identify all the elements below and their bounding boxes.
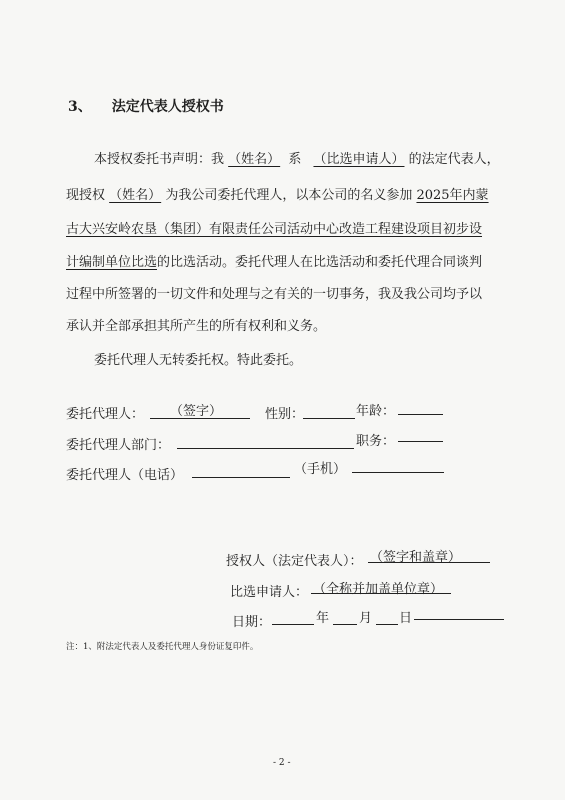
- agent-sign-line: [150, 418, 250, 419]
- trailing-line: [414, 619, 504, 620]
- page-number: - 2 -: [273, 758, 291, 768]
- day-line: [376, 624, 398, 625]
- gender-label: 性别：: [265, 407, 305, 422]
- position-line: [398, 441, 443, 442]
- agent-label: 委托代理人：: [66, 407, 145, 422]
- name-placeholder: （姓名）: [228, 152, 281, 167]
- declaration-text: 现授权: [66, 188, 106, 203]
- section-number: 3、: [68, 99, 92, 115]
- declaration-line-1: [94, 148, 500, 167]
- year-label: 年: [316, 611, 330, 626]
- name-placeholder: （姓名）: [109, 188, 162, 203]
- mobile-label: （手机）: [294, 462, 347, 477]
- applicant-label: 比选申请人：: [230, 585, 309, 600]
- agent-sign-placeholder: （签字）: [170, 404, 223, 419]
- declaration-line-5: 过程中所签署的一切文件和处理与之有关的一切事务，我及我公司均予以: [66, 287, 483, 302]
- gender-line: [303, 418, 355, 419]
- declaration-line-4: [66, 251, 482, 270]
- year-line: [272, 624, 314, 625]
- dept-line: [177, 448, 354, 449]
- project-name: 古大兴安岭农垦（集团）有限责任公司活动中心改造工程建设项目初步设: [66, 222, 483, 237]
- declaration-text: 的法定代表人，: [408, 152, 500, 167]
- date-label: 日期：: [232, 615, 272, 630]
- phone-line: [192, 477, 290, 478]
- declaration-text: 为我公司委托代理人，以本公司的名义参加: [165, 188, 413, 203]
- phone-label: 委托代理人（电话）: [66, 468, 184, 483]
- age-line: [398, 414, 443, 415]
- declaration-line-6: 承认并全部承担其所产生的所有权利和义务。: [66, 319, 327, 334]
- authorizer-label: 授权人（法定代表人）：: [226, 554, 363, 569]
- agent-row: [66, 403, 144, 422]
- age-label: 年龄：: [356, 404, 396, 419]
- day-label: 日: [399, 611, 413, 626]
- applicant-placeholder: （比选申请人）: [313, 152, 405, 167]
- declaration-text: 系: [288, 152, 302, 167]
- month-label: 月: [359, 611, 373, 626]
- applicant-line: [311, 593, 451, 594]
- project-name: 2025年内蒙: [416, 188, 489, 203]
- declaration-text: 本授权委托书声明：我: [94, 152, 225, 167]
- authorizer-line: [368, 562, 490, 563]
- declaration-line-7: 委托代理人无转委托权。特此委托。: [94, 353, 303, 368]
- footnote: 注：1、附法定代表人及委托代理人身份证复印件。: [66, 642, 259, 652]
- declaration-line-2: [66, 184, 489, 203]
- section-title-text: 法定代表人授权书: [111, 99, 224, 115]
- month-line: [333, 624, 357, 625]
- mobile-line: [352, 472, 444, 473]
- project-name: 计编制单位比选: [66, 255, 158, 270]
- declaration-text: 的比选活动。委托代理人在比选活动和委托代理合同谈判: [157, 255, 483, 270]
- section-title: [68, 96, 224, 116]
- authorizer-value: （签字和盖章）: [370, 550, 462, 565]
- dept-label: 委托代理人部门：: [66, 438, 171, 453]
- position-label: 职务：: [356, 434, 396, 449]
- applicant-value: （全称并加盖单位章）: [313, 582, 444, 597]
- declaration-line-3: [66, 218, 482, 237]
